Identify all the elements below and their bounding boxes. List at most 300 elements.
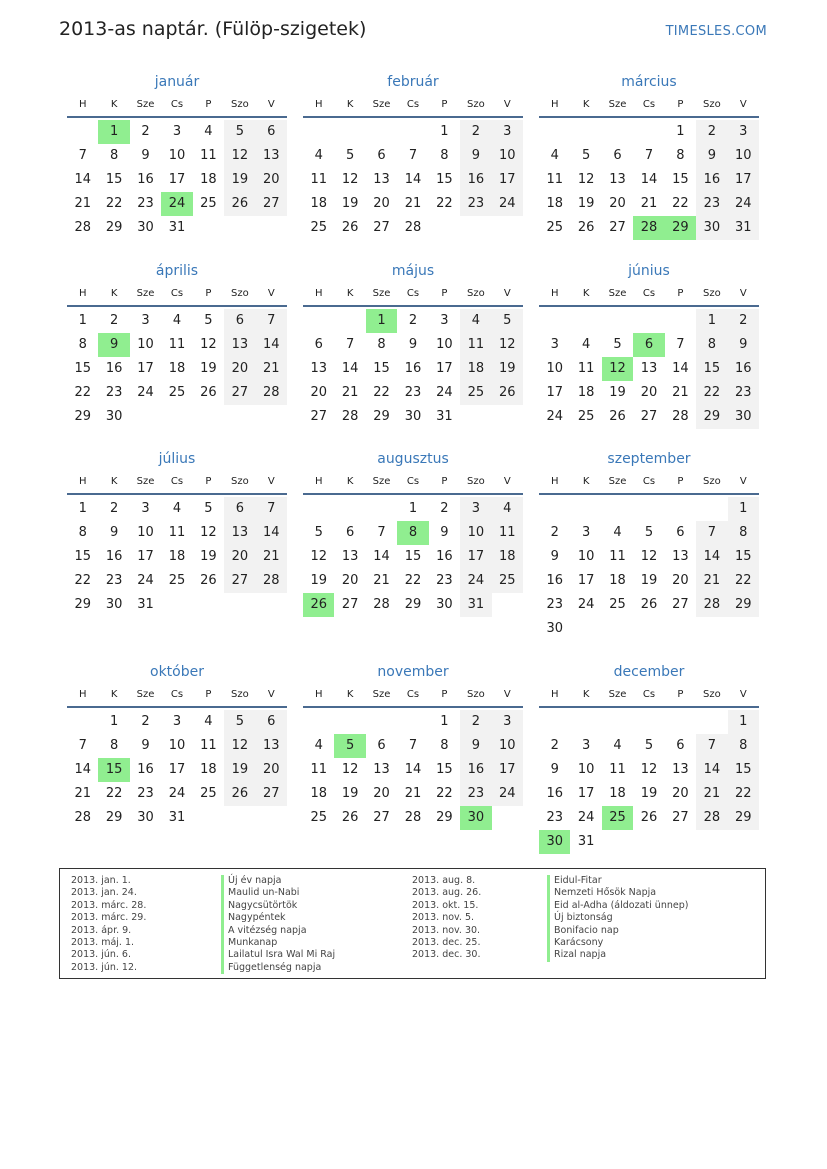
- weekday-label: Szo: [466, 288, 485, 299]
- day-cell: 19: [200, 549, 217, 564]
- day-cell: 19: [341, 786, 359, 801]
- day-cell: 25: [168, 573, 186, 588]
- day-cell: 27: [256, 782, 287, 806]
- weekday-header: [539, 99, 759, 113]
- day-cell: 17: [492, 168, 523, 192]
- month-name: március: [621, 74, 677, 90]
- day-cell: 1: [440, 124, 449, 139]
- legend-holiday-name: Munkanap: [221, 937, 335, 949]
- day-cell: 19: [341, 196, 359, 211]
- weekday-label: Szo: [230, 689, 249, 700]
- day-cell: 22: [404, 573, 422, 588]
- legend-dates-col-2: [412, 875, 481, 962]
- weekday-label: Cs: [170, 476, 184, 487]
- day-cell: 6: [613, 148, 622, 163]
- weekday-label: Sze: [136, 476, 155, 487]
- day-cell: 21: [404, 786, 422, 801]
- day-cell: 26: [492, 381, 523, 405]
- day-cell: 23: [105, 385, 123, 400]
- legend-holiday-name: Eidul-Fitar: [547, 875, 688, 887]
- header-rule: [539, 706, 759, 708]
- weekday-label: Szo: [702, 476, 721, 487]
- day-cell: 22: [696, 381, 727, 405]
- day-cell: 21: [696, 569, 727, 593]
- day-cell: 7: [696, 734, 727, 758]
- weekday-label: P: [441, 689, 448, 700]
- day-cell: 25: [609, 597, 626, 612]
- weekday-header: [539, 476, 759, 490]
- day-cell: 23: [137, 196, 154, 211]
- weekday-label: V: [739, 476, 747, 487]
- holiday-day-cell: 30: [460, 806, 491, 830]
- month-name: április: [155, 263, 199, 279]
- day-cell: 12: [224, 144, 255, 168]
- header-rule: [303, 493, 523, 495]
- legend-date: 2013. nov. 30.: [412, 924, 481, 936]
- legend-names-col-1: [221, 875, 335, 974]
- day-cell: 24: [137, 385, 154, 400]
- day-cell: 21: [74, 196, 91, 211]
- day-cell: 17: [168, 172, 186, 187]
- weekday-label: Cs: [406, 288, 420, 299]
- day-cell: 27: [310, 409, 327, 424]
- day-cell: 6: [377, 148, 386, 163]
- day-cell: 14: [696, 545, 727, 569]
- day-cell: 15: [74, 361, 91, 376]
- day-cell: 6: [377, 738, 386, 753]
- month-name: június: [628, 263, 670, 279]
- day-cell: 16: [546, 786, 563, 801]
- day-cell: 1: [109, 714, 119, 729]
- day-cell: 8: [78, 337, 87, 352]
- day-cell: 22: [672, 196, 689, 211]
- legend-date: 2013. jan. 1.: [71, 875, 131, 886]
- month-name: október: [150, 664, 204, 680]
- legend-date: 2013. dec. 30.: [412, 949, 481, 961]
- day-cell: 30: [436, 597, 453, 612]
- day-cell: 28: [404, 220, 422, 235]
- weekday-label: V: [267, 689, 275, 700]
- month-name: szeptember: [607, 451, 691, 467]
- day-cell: 15: [436, 172, 453, 187]
- day-cell: 4: [314, 738, 323, 753]
- day-cell: 15: [728, 545, 759, 569]
- weekday-label: Sze: [136, 288, 155, 299]
- day-cell: 17: [728, 168, 759, 192]
- weekday-header: [67, 689, 287, 703]
- weekday-label: Szo: [466, 476, 485, 487]
- day-cell: 1: [440, 714, 449, 729]
- day-cell: 13: [640, 361, 658, 376]
- legend-holiday-name: Nemzeti Hősök Napja: [547, 887, 688, 899]
- day-cell: 31: [577, 834, 595, 849]
- day-cell: 11: [168, 525, 186, 540]
- day-cell: 16: [105, 361, 123, 376]
- day-cell: 21: [256, 545, 287, 569]
- day-cell: 17: [168, 762, 186, 777]
- day-cell: 17: [460, 545, 491, 569]
- day-cell: 30: [137, 810, 154, 825]
- weekday-label: V: [503, 288, 511, 299]
- day-cell: 1: [696, 309, 727, 333]
- day-cell: 30: [728, 405, 759, 429]
- weekday-label: H: [314, 288, 323, 299]
- day-cell: 18: [200, 762, 217, 777]
- day-cell: 26: [224, 192, 255, 216]
- day-cell: 1: [78, 501, 87, 516]
- day-cell: 7: [696, 521, 727, 545]
- day-cell: 5: [492, 309, 523, 333]
- day-cell: 28: [696, 806, 727, 830]
- day-cell: 29: [373, 409, 390, 424]
- day-cell: 18: [460, 357, 491, 381]
- weekday-label: Szo: [466, 99, 485, 110]
- day-cell: 12: [492, 333, 523, 357]
- day-cell: 24: [137, 573, 154, 588]
- day-cell: 3: [141, 501, 150, 516]
- weekday-label: Sze: [136, 99, 155, 110]
- day-cell: 27: [224, 381, 255, 405]
- day-cell: 12: [200, 337, 217, 352]
- day-cell: 31: [436, 409, 453, 424]
- weekday-label: H: [550, 689, 559, 700]
- day-cell: 20: [609, 196, 626, 211]
- day-cell: 17: [546, 385, 563, 400]
- day-cell: 25: [168, 385, 186, 400]
- day-cell: 12: [341, 762, 359, 777]
- holiday-day-cell: 6: [633, 333, 664, 357]
- weekday-label: P: [205, 99, 212, 110]
- day-cell: 5: [345, 148, 355, 163]
- day-cell: 29: [74, 409, 91, 424]
- day-cell: 13: [609, 172, 626, 187]
- day-cell: 26: [609, 409, 626, 424]
- day-cell: 14: [256, 521, 287, 545]
- day-cell: 2: [109, 501, 119, 516]
- day-cell: 4: [492, 497, 523, 521]
- day-cell: 27: [341, 597, 359, 612]
- day-cell: 9: [696, 144, 727, 168]
- day-cell: 26: [341, 810, 359, 825]
- day-cell: 10: [460, 521, 491, 545]
- day-cell: 10: [492, 144, 523, 168]
- day-cell: 2: [460, 120, 491, 144]
- day-cell: 31: [728, 216, 759, 240]
- day-cell: 12: [310, 549, 327, 564]
- weekday-label: P: [677, 689, 684, 700]
- day-cell: 14: [74, 172, 91, 187]
- weekday-label: Sze: [608, 476, 627, 487]
- day-cell: 1: [408, 501, 418, 516]
- weekday-label: H: [550, 288, 559, 299]
- day-cell: 7: [256, 309, 287, 333]
- day-cell: 8: [377, 337, 386, 352]
- day-cell: 20: [373, 786, 390, 801]
- weekday-label: Sze: [608, 689, 627, 700]
- day-cell: 20: [640, 385, 658, 400]
- weekday-label: H: [78, 288, 87, 299]
- day-cell: 9: [440, 525, 449, 540]
- weekday-label: H: [314, 476, 323, 487]
- holiday-day-cell: 15: [98, 758, 129, 782]
- day-cell: 19: [609, 385, 626, 400]
- day-cell: 11: [200, 148, 217, 163]
- day-cell: 18: [609, 786, 626, 801]
- day-cell: 30: [105, 409, 123, 424]
- weekday-label: K: [346, 99, 354, 110]
- month-name: augusztus: [377, 451, 449, 467]
- holiday-day-cell: 8: [397, 521, 428, 545]
- day-cell: 1: [78, 313, 87, 328]
- legend-holiday-name: A vitézség napja: [221, 925, 335, 937]
- day-cell: 21: [74, 786, 91, 801]
- legend-date: 2013. máj. 1.: [71, 936, 135, 948]
- day-cell: 22: [74, 573, 91, 588]
- day-cell: 3: [581, 525, 591, 540]
- day-cell: 22: [436, 196, 453, 211]
- day-cell: 10: [436, 337, 453, 352]
- day-cell: 13: [256, 144, 287, 168]
- day-cell: 22: [728, 569, 759, 593]
- day-cell: 7: [256, 497, 287, 521]
- weekday-label: Szo: [702, 99, 721, 110]
- day-cell: 25: [492, 569, 523, 593]
- day-cell: 7: [408, 738, 418, 753]
- day-cell: 16: [460, 168, 491, 192]
- day-cell: 14: [404, 762, 422, 777]
- day-cell: 28: [256, 569, 287, 593]
- day-cell: 12: [577, 172, 595, 187]
- weekday-label: Cs: [170, 288, 184, 299]
- weekday-header: [539, 689, 759, 703]
- weekday-label: V: [503, 99, 511, 110]
- weekday-label: P: [205, 476, 212, 487]
- weekday-label: Cs: [170, 99, 184, 110]
- day-cell: 30: [137, 220, 154, 235]
- day-cell: 28: [696, 593, 727, 617]
- day-cell: 12: [224, 734, 255, 758]
- legend-holiday-name: Eid al-Adha (áldozati ünnep): [547, 900, 688, 912]
- legend-date: 2013. ápr. 9.: [71, 924, 132, 936]
- day-cell: 26: [341, 220, 359, 235]
- day-cell: 2: [440, 501, 449, 516]
- legend-date: 2013. nov. 5.: [412, 912, 475, 924]
- day-cell: 13: [224, 333, 255, 357]
- weekday-label: V: [503, 476, 511, 487]
- day-cell: 27: [640, 409, 658, 424]
- day-cell: 22: [728, 782, 759, 806]
- day-cell: 4: [172, 501, 182, 516]
- day-cell: 10: [137, 525, 154, 540]
- day-cell: 20: [310, 385, 327, 400]
- day-cell: 6: [676, 525, 685, 540]
- weekday-label: Sze: [372, 476, 391, 487]
- weekday-label: H: [78, 476, 87, 487]
- weekday-header: [67, 99, 287, 113]
- day-cell: 29: [105, 220, 123, 235]
- weekday-label: K: [346, 476, 354, 487]
- day-cell: 13: [373, 762, 390, 777]
- day-cell: 13: [310, 361, 327, 376]
- day-cell: 23: [546, 810, 563, 825]
- weekday-label: K: [110, 476, 118, 487]
- day-cell: 6: [224, 497, 255, 521]
- day-cell: 24: [492, 192, 523, 216]
- day-cell: 30: [546, 621, 563, 636]
- day-cell: 23: [696, 192, 727, 216]
- legend-date: 2013. aug. 26.: [412, 887, 482, 899]
- weekday-label: Sze: [136, 689, 155, 700]
- day-cell: 5: [314, 525, 323, 540]
- weekday-header: [303, 288, 523, 302]
- day-cell: 14: [373, 549, 390, 564]
- day-cell: 19: [640, 786, 658, 801]
- weekday-label: V: [503, 689, 511, 700]
- day-cell: 2: [460, 710, 491, 734]
- day-cell: 5: [204, 313, 213, 328]
- weekday-label: H: [314, 689, 323, 700]
- day-cell: 6: [224, 309, 255, 333]
- day-cell: 14: [640, 172, 658, 187]
- weekday-header: [303, 689, 523, 703]
- holiday-day-cell: 9: [98, 333, 129, 357]
- day-cell: 10: [728, 144, 759, 168]
- day-cell: 4: [460, 309, 491, 333]
- day-cell: 15: [728, 758, 759, 782]
- day-cell: 23: [460, 192, 491, 216]
- day-cell: 9: [141, 738, 150, 753]
- day-cell: 15: [105, 172, 123, 187]
- day-cell: 16: [546, 573, 563, 588]
- weekday-label: Szo: [230, 288, 249, 299]
- day-cell: 20: [341, 573, 359, 588]
- brand-link[interactable]: TIMESLES.COM: [665, 24, 767, 39]
- day-cell: 28: [373, 597, 390, 612]
- legend-names-col-2: [547, 875, 688, 962]
- day-cell: 19: [577, 196, 595, 211]
- day-cell: 27: [672, 810, 689, 825]
- day-cell: 9: [550, 549, 559, 564]
- weekday-label: Szo: [230, 476, 249, 487]
- day-cell: 8: [440, 148, 449, 163]
- day-cell: 8: [728, 734, 759, 758]
- day-cell: 30: [404, 409, 422, 424]
- weekday-label: Sze: [608, 99, 627, 110]
- holiday-legend: [59, 868, 766, 979]
- day-cell: 20: [256, 758, 287, 782]
- header-rule: [539, 493, 759, 495]
- legend-date: 2013. jún. 6.: [71, 949, 132, 961]
- day-cell: 16: [696, 168, 727, 192]
- day-cell: 17: [577, 786, 595, 801]
- legend-holiday-name: Nagypéntek: [221, 912, 335, 924]
- day-cell: 29: [728, 806, 759, 830]
- day-cell: 19: [492, 357, 523, 381]
- day-cell: 15: [436, 762, 453, 777]
- day-cell: 21: [696, 782, 727, 806]
- day-cell: 18: [310, 786, 327, 801]
- day-cell: 26: [224, 782, 255, 806]
- day-cell: 3: [141, 313, 150, 328]
- legend-holiday-name: Új biztonság: [547, 912, 688, 924]
- weekday-label: V: [739, 689, 747, 700]
- legend-dates-col-1: [71, 875, 146, 974]
- day-cell: 13: [672, 762, 689, 777]
- weekday-label: Cs: [406, 99, 420, 110]
- holiday-day-cell: 30: [539, 830, 570, 854]
- day-cell: 17: [137, 549, 154, 564]
- day-cell: 13: [224, 521, 255, 545]
- day-cell: 8: [728, 521, 759, 545]
- day-cell: 6: [676, 738, 685, 753]
- day-cell: 28: [74, 220, 91, 235]
- day-cell: 20: [224, 357, 255, 381]
- day-cell: 24: [728, 192, 759, 216]
- holiday-day-cell: 1: [98, 120, 129, 144]
- day-cell: 28: [341, 409, 359, 424]
- month-name: július: [158, 451, 196, 467]
- weekday-label: P: [205, 288, 212, 299]
- day-cell: 4: [550, 148, 559, 163]
- day-cell: 11: [460, 333, 491, 357]
- day-cell: 10: [168, 738, 186, 753]
- day-cell: 18: [310, 196, 327, 211]
- day-cell: 8: [109, 738, 119, 753]
- month-name: május: [391, 263, 435, 279]
- weekday-label: V: [739, 99, 747, 110]
- day-cell: 23: [404, 385, 422, 400]
- day-cell: 3: [172, 124, 182, 139]
- day-cell: 31: [168, 810, 186, 825]
- day-cell: 24: [546, 409, 563, 424]
- day-cell: 12: [341, 172, 359, 187]
- day-cell: 22: [105, 786, 123, 801]
- weekday-label: Szo: [230, 99, 249, 110]
- day-cell: 10: [577, 549, 595, 564]
- day-cell: 19: [200, 361, 217, 376]
- holiday-day-cell: 26: [303, 593, 334, 617]
- day-cell: 19: [224, 758, 255, 782]
- weekday-label: V: [267, 99, 275, 110]
- day-cell: 18: [168, 361, 186, 376]
- month-name: november: [377, 664, 449, 680]
- day-cell: 9: [109, 525, 119, 540]
- day-cell: 7: [345, 337, 355, 352]
- day-cell: 27: [672, 597, 689, 612]
- holiday-day-cell: 1: [366, 309, 397, 333]
- day-cell: 21: [640, 196, 658, 211]
- day-cell: 11: [609, 549, 626, 564]
- day-cell: 19: [310, 573, 327, 588]
- day-cell: 20: [224, 545, 255, 569]
- legend-holiday-name: Új év napja: [221, 875, 335, 887]
- weekday-label: K: [582, 288, 590, 299]
- weekday-label: Cs: [642, 476, 656, 487]
- weekday-label: Szo: [702, 689, 721, 700]
- day-cell: 9: [460, 144, 491, 168]
- day-cell: 11: [200, 738, 217, 753]
- day-cell: 28: [256, 381, 287, 405]
- day-cell: 25: [200, 786, 217, 801]
- day-cell: 12: [640, 549, 658, 564]
- day-cell: 4: [581, 337, 591, 352]
- weekday-label: Szo: [466, 689, 485, 700]
- day-cell: 7: [78, 738, 87, 753]
- day-cell: 30: [696, 216, 727, 240]
- header-rule: [539, 305, 759, 307]
- day-cell: 2: [141, 714, 150, 729]
- day-cell: 5: [613, 337, 622, 352]
